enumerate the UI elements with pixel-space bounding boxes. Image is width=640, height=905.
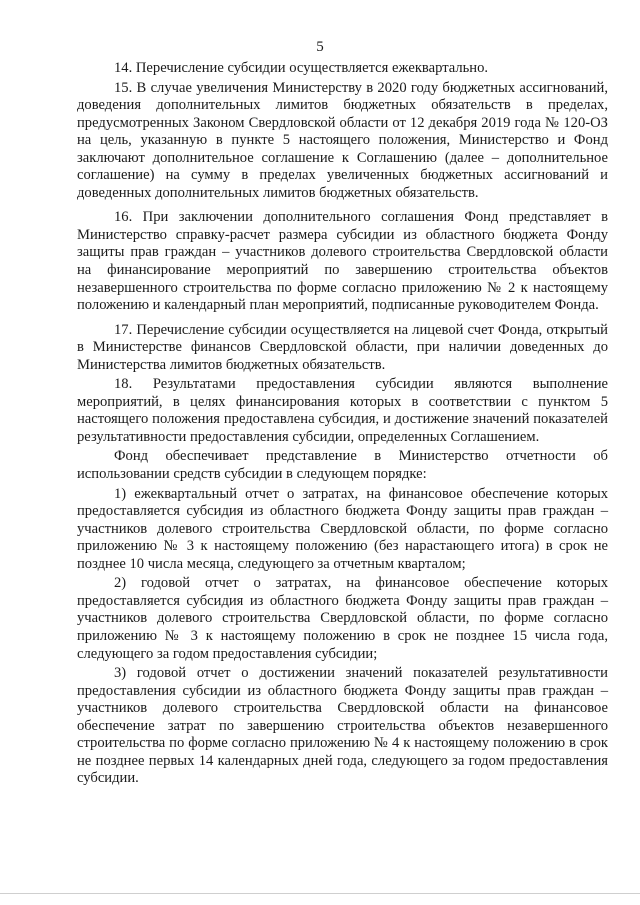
- paragraph-reporting-intro: Фонд обеспечивает представление в Министерство отчетности об использовании средств субсидии в следующем порядке:: [77, 448, 608, 483]
- paragraph-14: 14. Перечисление субсидии осуществляется ежеквартально.: [114, 60, 489, 76]
- page-number: 5: [316, 39, 324, 55]
- list-item-2: 2) годовой отчет о затратах, на финансовое обеспечение которых предоставляется субсидия из областного бюджета Фонду защиты прав граждан – участников долевого строительства Свердловской области, по форме согласно приложению № 3 к настоящему положению в срок не позднее 15 числа года, следующего за годом предоставления субсидии;: [77, 575, 608, 662]
- page-bottom-edge: [0, 893, 640, 894]
- paragraph-15: 15. В случае увеличения Министерству в 2020 году бюджетных ассигнований, доведения дополнительных лимитов бюджетных обязательств в пределах, предусмотренных Законом Свердловской области от 12 декабря 2019 года № 120-ОЗ на цель, указанную в пункте 5 настоящего положения, Министерство и Фонд заключают дополнительное соглашение к Соглашению (далее – дополнительное соглашение) на сумму в пределах увеличенных бюджетных ассигнований и доведенных дополнительных лимитов бюджетных обязательств.: [77, 79, 608, 201]
- list-item-1: 1) ежеквартальный отчет о затратах, на финансовое обеспечение которых предоставляется субсидия из областного бюджета Фонду защиты прав граждан – участников долевого строительства Свердловской области, по форме согласно приложению № 3 к настоящему положению (без нарастающего итога) в срок не позднее 10 числа месяца, следующего за отчетным кварталом;: [77, 485, 608, 572]
- document-body: [77, 60, 608, 788]
- paragraph-17: 17. Перечисление субсидии осуществляется на лицевой счет Фонда, открытый в Министерстве финансов Свердловской области, при наличии доведенных до Министерства лимитов бюджетных обязательств.: [77, 321, 608, 373]
- paragraph-18: 18. Результатами предоставления субсидии являются выполнение мероприятий, в целях финансирования которых в соответствии с пунктом 5 настоящего положения предоставлена субсидия, и достижение значений показателей результативности предоставления субсидии, определенных Соглашением.: [77, 376, 608, 445]
- list-item-3: 3) годовой отчет о достижении значений показателей результативности предоставления субсидии из областного бюджета Фонду защиты прав граждан – участников долевого строительства Свердловской области на финансовое обеспечение затрат по завершению строительства объектов незавершенного строительства по форме согласно приложению № 4 к настоящему положению в срок не позднее первых 14 календарных дней года, следующего за годом предоставления субсидии.: [77, 665, 608, 787]
- paragraph-16: 16. При заключении дополнительного соглашения Фонд представляет в Министерство справку-расчет размера субсидии из областного бюджета Фонду защиты прав граждан – участников долевого строительства Свердловской области на финансирование мероприятий по завершению строительства объектов незавершенного строительства по форме согласно приложению № 2 к настоящему положению и календарный план мероприятий, подписанные руководителем Фонда.: [77, 209, 608, 314]
